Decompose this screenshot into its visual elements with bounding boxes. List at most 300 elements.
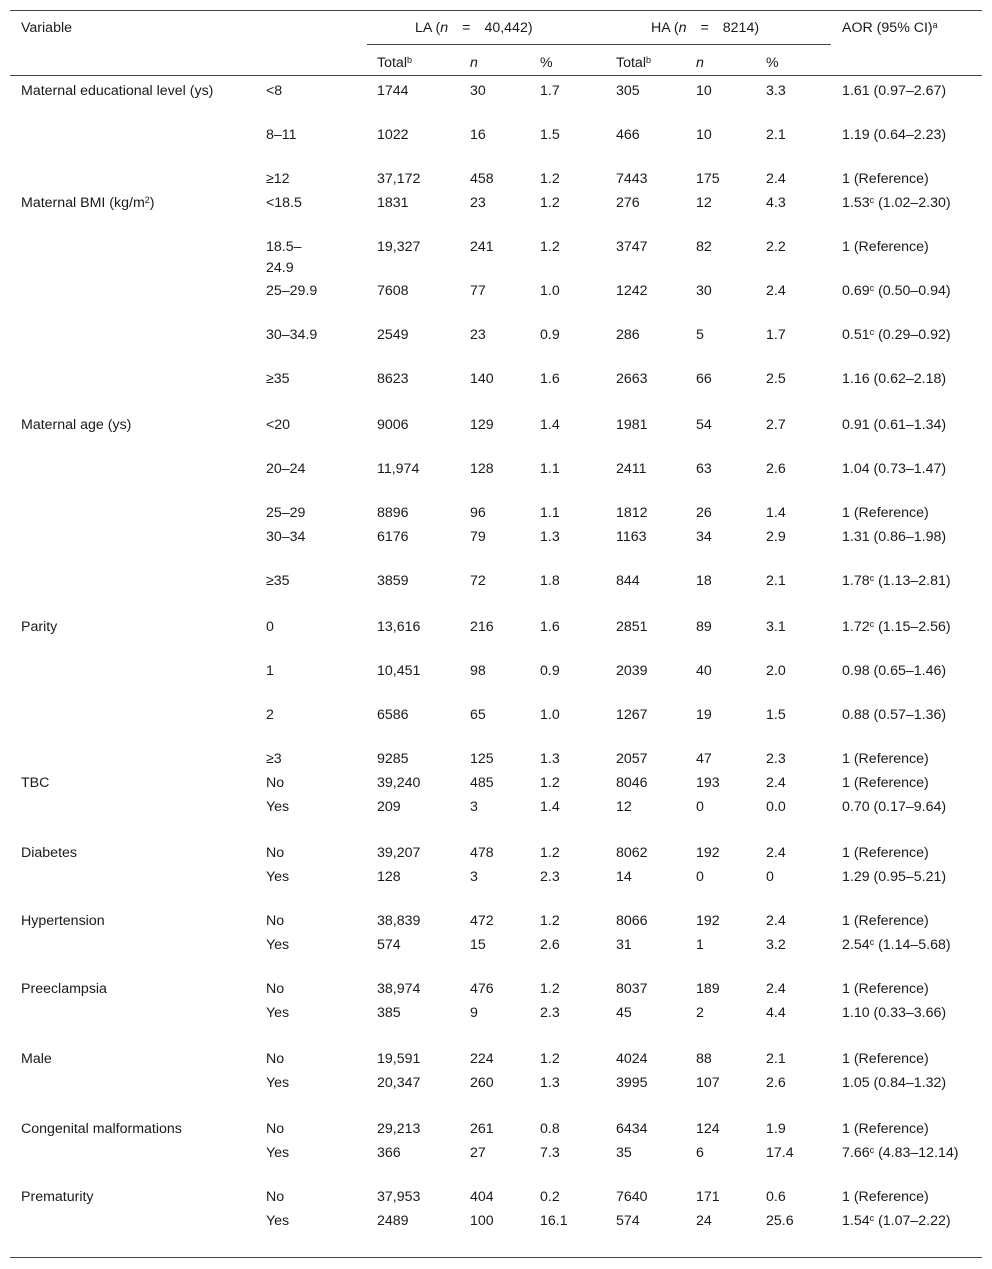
la-n-cell-text: 404 [470, 1189, 494, 1205]
ha-pct-cell [766, 935, 786, 956]
ha-pct-cell [766, 237, 786, 258]
la-total-cell-text: 8896 [377, 505, 409, 521]
la-n-cell [470, 1211, 494, 1232]
aor-cell-text: 1.16 (0.62–2.18) [842, 371, 947, 387]
aor-label: AOR (95% CI) [842, 20, 933, 36]
ha-total-cell-text: 2039 [616, 663, 648, 679]
aor-cell-text: 0.51 [842, 327, 870, 343]
ha-pct-cell [766, 281, 786, 302]
la-total-cell-text: 6176 [377, 529, 409, 545]
ha-pct-cell [766, 1143, 794, 1164]
la-pct-cell-text: 1.5 [540, 127, 560, 143]
aor-cell [842, 1003, 972, 1024]
ha-total-cell-text: 1812 [616, 505, 648, 521]
la-n-cell [470, 867, 478, 888]
ha-pct-cell-text: 2.6 [766, 1075, 786, 1091]
aor-ci-text: (1.14–5.68) [874, 937, 951, 953]
row-category-text: ≥35 [266, 371, 290, 387]
ha-total-cell [616, 503, 648, 524]
ha-total-cell-text: 8066 [616, 913, 648, 929]
row-category [266, 749, 326, 770]
la-total-cell-text: 7608 [377, 283, 409, 299]
la-total-cell-text: 37,953 [377, 1189, 421, 1205]
aor-cell [842, 705, 972, 726]
ha-pct-cell [766, 979, 786, 1000]
aor-cell-text: 0.88 (0.57–1.36) [842, 707, 947, 723]
row-category-text: 8–11 [266, 127, 297, 143]
row-label-text: Hypertension [21, 913, 105, 929]
ha-pct-cell [766, 1187, 786, 1208]
la-eq: = [462, 20, 471, 36]
ha-total-cell [616, 705, 648, 726]
ha-pct-cell [766, 81, 786, 102]
la-n-cell [470, 459, 494, 480]
ha-total-cell [616, 979, 648, 1000]
la-pct-cell [540, 369, 560, 390]
la-total-cell-text: 574 [377, 937, 401, 953]
la-total-cell [377, 169, 420, 190]
ha-n-cell-text: 192 [696, 913, 720, 929]
la-total-cell [377, 617, 420, 638]
row-label [21, 415, 241, 436]
row-category [266, 571, 326, 592]
la-n-cell [470, 773, 494, 794]
row-label [21, 81, 241, 102]
la-pct-cell-text: 1.3 [540, 751, 560, 767]
ha-total-cell-text: 1981 [616, 417, 648, 433]
ha-pct-cell-text: 2.4 [766, 845, 786, 861]
la-value: 40,442) [484, 20, 533, 36]
aor-cell-text: 1 (Reference) [842, 775, 929, 791]
la-n-cell-text: 485 [470, 775, 494, 791]
aor-footnote-mark: c [869, 326, 875, 337]
la-n-cell-text: 27 [470, 1145, 486, 1161]
la-n-cell-text: 224 [470, 1051, 494, 1067]
la-n-cell [470, 169, 494, 190]
la-total-cell-text: 2489 [377, 1213, 409, 1229]
la-n-cell [470, 749, 494, 770]
ha-pct-cell-text: 1.5 [766, 707, 786, 723]
la-pct-cell-text: 1.3 [540, 1075, 560, 1091]
aor-footnote-mark: c [869, 194, 875, 205]
ha-n-cell [696, 237, 712, 258]
ha-pct-cell-text: 2.4 [766, 913, 786, 929]
la-total-cell [377, 237, 420, 258]
la-n-cell [470, 935, 486, 956]
la-total-cell [377, 193, 409, 214]
aor-cell [842, 369, 972, 390]
aor-cell [842, 773, 972, 794]
row-category [266, 81, 326, 102]
ha-prefix: HA ( [651, 20, 679, 36]
ha-pct-cell-text: 0 [766, 869, 774, 885]
la-pct-cell [540, 617, 560, 638]
ha-pct-cell-text: 0.0 [766, 799, 786, 815]
la-total-cell [377, 1049, 420, 1070]
aor-cell-text: 1 (Reference) [842, 913, 929, 929]
row-category [266, 237, 326, 279]
ha-n-cell [696, 1003, 704, 1024]
la-pct-cell-text: 0.9 [540, 327, 560, 343]
la-total-cell-text: 38,839 [377, 913, 421, 929]
la-total-cell [377, 571, 409, 592]
ha-n-cell-text: 30 [696, 283, 712, 299]
la-total-cell [377, 1073, 420, 1094]
ha-pct-cell-text: 2.4 [766, 171, 786, 187]
aor-footnote-mark: c [869, 1144, 875, 1155]
la-total-cell [377, 661, 420, 682]
aor-cell [842, 571, 972, 592]
row-category [266, 169, 326, 190]
la-total-cell-text: 11,974 [377, 461, 420, 477]
la-pct-cell-text: 2.3 [540, 869, 560, 885]
aor-cell [842, 415, 972, 436]
aor-cell-text: 1.54 [842, 1213, 870, 1229]
la-pct-cell [540, 911, 560, 932]
row-category-text: 20–24 [266, 461, 306, 477]
la-pct-cell [540, 1143, 560, 1164]
aor-cell-text: 1.04 (0.73–1.47) [842, 461, 947, 477]
ha-n-cell [696, 415, 712, 436]
row-category [266, 325, 326, 346]
la-pct-cell [540, 527, 560, 548]
aor-footnote-mark: a [932, 19, 938, 30]
la-n-cell-text: 98 [470, 663, 486, 679]
header-la-pct [540, 53, 553, 74]
ha-pct-cell [766, 773, 786, 794]
ha-n-italic: n [678, 20, 687, 36]
ha-total-cell [616, 911, 648, 932]
row-label [21, 1187, 241, 1208]
ha-total-cell-text: 2057 [616, 751, 648, 767]
ha-pct-cell-text: 2.1 [766, 127, 786, 143]
ha-n-cell-text: 54 [696, 417, 712, 433]
la-n-cell-text: 77 [470, 283, 486, 299]
ha-n-cell [696, 1073, 720, 1094]
row-category-text: ≥3 [266, 751, 282, 767]
la-n-cell-text: 241 [470, 239, 494, 255]
ha-n-cell-text: 12 [696, 195, 712, 211]
la-total-cell-text: 3859 [377, 573, 409, 589]
ha-pct-cell [766, 911, 786, 932]
ha-total-cell-text: 8046 [616, 775, 648, 791]
aor-cell [842, 503, 972, 524]
row-category [266, 773, 326, 794]
ha-n-cell-text: 82 [696, 239, 712, 255]
ha-n-cell-text: 10 [696, 127, 712, 143]
aor-cell [842, 1073, 972, 1094]
la-n-cell-text: 3 [470, 869, 478, 885]
aor-cell-text: 1.19 (0.64–2.23) [842, 127, 947, 143]
ha-n-cell-text: 192 [696, 845, 720, 861]
ha-total-cell-text: 8062 [616, 845, 648, 861]
ha-total-cell [616, 415, 648, 436]
ha-total-cell-text: 35 [616, 1145, 632, 1161]
ha-pct-cell-text: 1.7 [766, 327, 786, 343]
aor-cell-text: 1 (Reference) [842, 171, 929, 187]
ha-n-cell-text: 193 [696, 775, 720, 791]
la-total-cell [377, 369, 409, 390]
ha-n-cell [696, 979, 720, 1000]
ha-pct-cell [766, 125, 786, 146]
ha-total-cell [616, 81, 640, 102]
la-total-cell-text: 19,327 [377, 239, 421, 255]
la-pct-cell [540, 797, 560, 818]
row-category [266, 979, 326, 1000]
la-total-cell [377, 81, 409, 102]
row-category-text: Yes [266, 1075, 290, 1091]
ha-pct-cell-text: 4.3 [766, 195, 786, 211]
ha-total-cell [616, 325, 640, 346]
aor-cell-text: 1 (Reference) [842, 1051, 929, 1067]
ha-total-cell-text: 1267 [616, 707, 648, 723]
la-pct-cell [540, 935, 560, 956]
ha-n-cell-text: 40 [696, 663, 712, 679]
ha-total-cell [616, 527, 647, 548]
ha-total-cell-text: 466 [616, 127, 640, 143]
la-n-cell [470, 617, 494, 638]
ha-n-cell [696, 369, 712, 390]
ha-total-cell [616, 571, 640, 592]
row-category-text: 25–29.9 [266, 283, 318, 299]
ha-total-cell [616, 1211, 640, 1232]
header-ha-n [696, 53, 704, 74]
aor-cell [842, 459, 972, 480]
header-ha-group [651, 18, 759, 39]
ha-pct-cell [766, 325, 786, 346]
ha-pct-cell-text: 2.1 [766, 1051, 786, 1067]
la-pct-cell-text: 1.0 [540, 283, 560, 299]
ha-pct-cell-text: 25.6 [766, 1213, 794, 1229]
ha-total-cell [616, 935, 632, 956]
row-category-text: ≥12 [266, 171, 290, 187]
ha-n-cell-text: 171 [696, 1189, 720, 1205]
aor-footnote-mark: c [869, 936, 875, 947]
row-label [21, 617, 241, 638]
aor-cell [842, 281, 972, 302]
aor-cell [842, 1119, 972, 1140]
row-category [266, 1073, 326, 1094]
row-label-text: Maternal BMI (kg/m [21, 195, 145, 211]
ha-total-cell [616, 843, 648, 864]
row-category [266, 1187, 326, 1208]
ha-total-cell-text: 286 [616, 327, 640, 343]
la-n-cell-text: 125 [470, 751, 494, 767]
ha-total-cell [616, 169, 648, 190]
aor-ci-text: (4.83–12.14) [874, 1145, 959, 1161]
aor-cell-text: 1.61 (0.97–2.67) [842, 83, 947, 99]
ha-n-cell-text: 63 [696, 461, 712, 477]
ha-value: 8214) [722, 20, 760, 36]
la-pct-cell-text: 1.2 [540, 845, 560, 861]
row-category [266, 459, 326, 480]
ha-pct-cell [766, 1211, 794, 1232]
row-category [266, 193, 326, 214]
aor-cell-text: 2.54 [842, 937, 870, 953]
ha-n-cell [696, 617, 712, 638]
row-label [21, 979, 241, 1000]
la-total-cell [377, 867, 401, 888]
aor-cell [842, 169, 972, 190]
group-underline [367, 44, 831, 45]
row-category [266, 1003, 326, 1024]
row-category-text: No [266, 845, 285, 861]
ha-total-label: Total [616, 55, 646, 71]
ha-pct-cell-text: 3.1 [766, 619, 786, 635]
la-pct-cell [540, 773, 560, 794]
la-pct-cell [540, 571, 560, 592]
row-label [21, 843, 241, 864]
row-label-text: Parity [21, 619, 58, 635]
ha-pct-cell-text: 3.3 [766, 83, 786, 99]
ha-n-cell-text: 1 [696, 937, 704, 953]
la-n-cell-text: 478 [470, 845, 494, 861]
aor-cell [842, 843, 972, 864]
ha-total-cell-text: 8037 [616, 981, 648, 997]
aor-cell-text: 0.91 (0.61–1.34) [842, 417, 947, 433]
row-label-text: Male [21, 1051, 52, 1067]
ha-pct-cell-text: 17.4 [766, 1145, 794, 1161]
la-n-cell [470, 415, 494, 436]
aor-cell-text: 1 (Reference) [842, 1121, 929, 1137]
la-prefix: LA ( [415, 20, 441, 36]
la-pct-cell [540, 125, 560, 146]
label-suffix: ) [149, 195, 155, 211]
aor-cell [842, 749, 972, 770]
ha-pct-cell [766, 169, 786, 190]
la-pct-cell [540, 1187, 560, 1208]
ha-n-cell [696, 705, 712, 726]
row-category [266, 911, 326, 932]
aor-cell-text: 1 (Reference) [842, 751, 929, 767]
row-category [266, 797, 326, 818]
la-n-cell-text: 30 [470, 83, 486, 99]
ha-total-cell-text: 3995 [616, 1075, 648, 1091]
row-category [266, 369, 326, 390]
la-total-cell [377, 325, 409, 346]
la-pct-cell [540, 867, 560, 888]
aor-cell [842, 527, 972, 548]
ha-total-cell-text: 7443 [616, 171, 648, 187]
ha-pct-cell [766, 705, 786, 726]
la-total-cell [377, 281, 409, 302]
row-label-text: Maternal educational level (ys) [21, 83, 214, 99]
row-category [266, 843, 326, 864]
la-pct-cell [540, 1119, 560, 1140]
ha-n-cell [696, 81, 712, 102]
la-n-cell [470, 911, 494, 932]
ha-n-cell-text: 24 [696, 1213, 712, 1229]
la-n-cell [470, 503, 486, 524]
aor-cell-text: 1.29 (0.95–5.21) [842, 869, 947, 885]
la-pct-cell [540, 705, 560, 726]
ha-pct-cell-text: 2.6 [766, 461, 786, 477]
la-total-cell-text: 6586 [377, 707, 409, 723]
ha-total-cell-text: 844 [616, 573, 640, 589]
ha-n-cell-text: 189 [696, 981, 720, 997]
la-total-cell [377, 1143, 401, 1164]
la-n-cell [470, 81, 486, 102]
la-pct-cell-text: 2.6 [540, 937, 560, 953]
ha-total-cell [616, 281, 648, 302]
ha-pct-cell [766, 661, 786, 682]
la-total-cell-text: 128 [377, 869, 401, 885]
la-pct-cell-text: 1.1 [540, 505, 560, 521]
ha-n-cell-text: 175 [696, 171, 720, 187]
aor-ci-text: (1.15–2.56) [874, 619, 951, 635]
ha-n-cell [696, 503, 712, 524]
aor-cell-text: 1 (Reference) [842, 981, 929, 997]
row-category-text: ≥35 [266, 573, 290, 589]
ha-n-cell [696, 797, 704, 818]
la-pct-cell-text: 0.2 [540, 1189, 560, 1205]
ha-n-cell-text: 66 [696, 371, 712, 387]
la-pct-cell [540, 459, 560, 480]
row-category [266, 1119, 326, 1140]
la-pct-cell-text: 1.6 [540, 371, 560, 387]
la-total-cell [377, 459, 419, 480]
ha-pct-cell [766, 797, 786, 818]
ha-n-cell [696, 1119, 720, 1140]
row-label [21, 1119, 241, 1140]
la-total-cell-text: 10,451 [377, 663, 421, 679]
la-pct-cell [540, 1211, 568, 1232]
ha-total-cell-text: 574 [616, 1213, 640, 1229]
ha-total-cell-text: 31 [616, 937, 632, 953]
row-label-text: Diabetes [21, 845, 77, 861]
ha-pct-cell [766, 1119, 786, 1140]
row-category-text: Yes [266, 1213, 290, 1229]
aor-cell [842, 797, 972, 818]
aor-cell [842, 1049, 972, 1070]
la-pct-cell-text: 0.8 [540, 1121, 560, 1137]
row-category [266, 527, 326, 548]
ha-pct-cell [766, 843, 786, 864]
ha-pct-cell [766, 193, 786, 214]
ha-pct-label: % [766, 55, 779, 71]
aor-cell [842, 911, 972, 932]
la-pct-cell-text: 1.2 [540, 981, 560, 997]
ha-n-cell-text: 89 [696, 619, 712, 635]
data-table [10, 10, 982, 1258]
la-total-cell-text: 2549 [377, 327, 409, 343]
ha-total-cell [616, 1119, 648, 1140]
ha-pct-cell-text: 2.5 [766, 371, 786, 387]
row-label-text: Preeclampsia [21, 981, 107, 997]
ha-n-cell-text: 124 [696, 1121, 720, 1137]
row-category-text: No [266, 775, 285, 791]
ha-n-cell [696, 169, 720, 190]
row-label-text: Prematurity [21, 1189, 94, 1205]
la-pct-cell-text: 1.2 [540, 239, 560, 255]
header-la-n [470, 53, 478, 74]
aor-cell-text: 0.70 (0.17–9.64) [842, 799, 947, 815]
la-total-cell-text: 20,347 [377, 1075, 421, 1091]
la-pct-cell-text: 1.2 [540, 171, 560, 187]
aor-cell-text: 1 (Reference) [842, 845, 929, 861]
ha-total-cell [616, 125, 640, 146]
row-category-text: 30–34.9 [266, 327, 318, 343]
la-n-cell [470, 1003, 478, 1024]
row-category [266, 935, 326, 956]
ha-n-cell [696, 193, 712, 214]
ha-pct-cell [766, 749, 786, 770]
la-pct-cell-text: 1.2 [540, 1051, 560, 1067]
aor-cell [842, 617, 972, 638]
row-category-text: No [266, 1051, 285, 1067]
la-pct-cell-text: 1.3 [540, 529, 560, 545]
la-n-cell [470, 1073, 494, 1094]
